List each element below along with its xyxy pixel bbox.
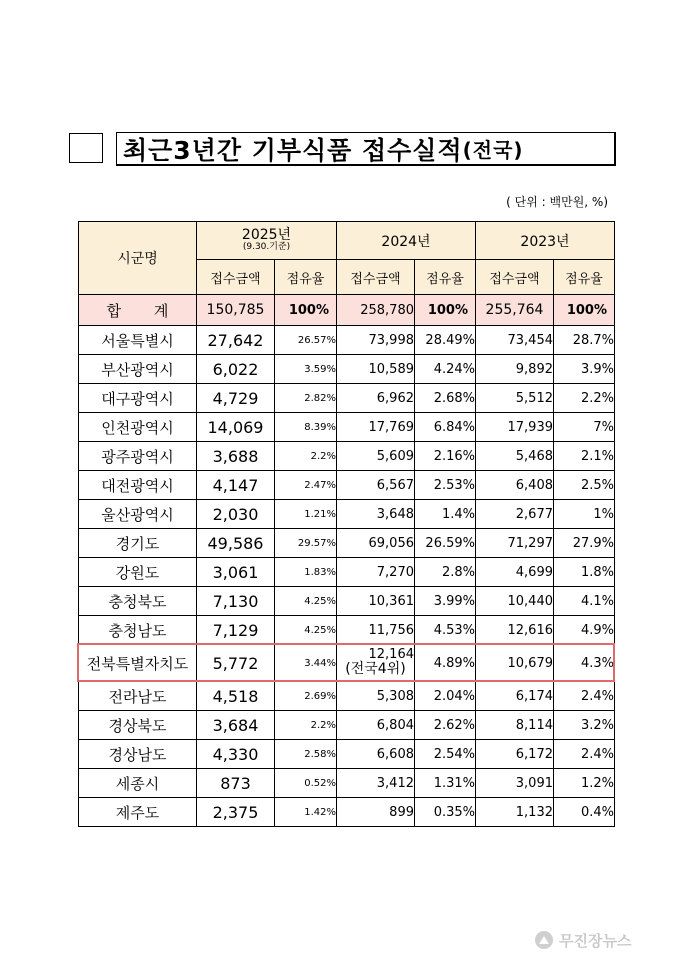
share-2025: 3.59% — [275, 355, 337, 384]
share-2024: 4.24% — [415, 355, 476, 384]
share-2023: 1.2% — [554, 769, 615, 798]
share-2024: 6.84% — [415, 413, 476, 442]
share-2023: 4.3% — [554, 645, 615, 682]
amount-2025: 6,022 — [197, 355, 275, 384]
share-2023: 1.8% — [554, 558, 615, 587]
amount-2025: 3,688 — [197, 442, 275, 471]
table-row — [79, 587, 615, 616]
region-name: 전라남도 — [79, 682, 197, 711]
share-2024: 2.04% — [415, 682, 476, 711]
total-row — [79, 295, 615, 326]
header-share-2024: 점유율 — [415, 260, 476, 295]
amount-2023: 3,091 — [476, 769, 554, 798]
table-row — [79, 529, 615, 558]
amount-2024: 6,962 — [337, 384, 415, 413]
amount-2023: 5,468 — [476, 442, 554, 471]
amount-2024: 6,804 — [337, 711, 415, 740]
rank-note: (전국4위) — [345, 661, 406, 678]
amount-2025: 4,729 — [197, 384, 275, 413]
share-2023: 2.4% — [554, 682, 615, 711]
title-checkbox — [69, 133, 103, 163]
region-name: 충청남도 — [79, 616, 197, 645]
share-2025: 2.58% — [275, 740, 337, 769]
region-name: 경상북도 — [79, 711, 197, 740]
amount-2024: 3,648 — [337, 500, 415, 529]
share-2025: 2.69% — [275, 682, 337, 711]
share-2023: 4.9% — [554, 616, 615, 645]
table-row — [79, 740, 615, 769]
share-2023: 3.2% — [554, 711, 615, 740]
amount-2025: 5,772 — [197, 645, 275, 682]
amount-2023: 9,892 — [476, 355, 554, 384]
amount-2023: 6,408 — [476, 471, 554, 500]
share-2024: 28.49% — [415, 326, 476, 355]
table-row — [79, 711, 615, 740]
share-2025: 8.39% — [275, 413, 337, 442]
amount-2025: 873 — [197, 769, 275, 798]
share-2024: 2.16% — [415, 442, 476, 471]
header-row-years — [79, 222, 615, 260]
share-2025: 4.25% — [275, 616, 337, 645]
share-2023: 4.1% — [554, 587, 615, 616]
header-year-2025-label: 2025년 — [241, 227, 292, 244]
header-amount-2023: 접수금액 — [476, 260, 554, 295]
watermark-logo-icon — [535, 931, 553, 949]
region-name: 세종시 — [79, 769, 197, 798]
header-share-2023: 점유율 — [554, 260, 615, 295]
watermark-text: 무진장뉴스 — [559, 931, 632, 950]
share-2025: 29.57% — [275, 529, 337, 558]
amount-2023: 10,679 — [476, 645, 554, 682]
amount-2024: 899 — [337, 798, 415, 827]
share-2023: 27.9% — [554, 529, 615, 558]
amount-2023: 1,132 — [476, 798, 554, 827]
total-label: 합 계 — [79, 295, 197, 326]
amount-2023: 2,677 — [476, 500, 554, 529]
amount-2023: 6,174 — [476, 682, 554, 711]
share-2025: 3.44% — [275, 645, 337, 682]
amount-2024: 10,589 — [337, 355, 415, 384]
amount-2024: 11,756 — [337, 616, 415, 645]
amount-2024: 17,769 — [337, 413, 415, 442]
share-2023: 1% — [554, 500, 615, 529]
amount-2023: 5,512 — [476, 384, 554, 413]
amount-2023: 8,114 — [476, 711, 554, 740]
total-amount-2023: 255,764 — [476, 295, 554, 326]
header-year-2023: 2023년 — [476, 222, 615, 260]
amount-2023: 71,297 — [476, 529, 554, 558]
amount-2024: 6,608 — [337, 740, 415, 769]
unit-label: ( 단위 : 백만원, %) — [506, 195, 608, 209]
share-2024: 2.68% — [415, 384, 476, 413]
share-2023: 28.7% — [554, 326, 615, 355]
share-2024: 26.59% — [415, 529, 476, 558]
amount-2024: 69,056 — [337, 529, 415, 558]
share-2024: 4.53% — [415, 616, 476, 645]
table-row — [79, 326, 615, 355]
share-2025: 1.42% — [275, 798, 337, 827]
title-suffix: (전국) — [462, 138, 524, 162]
amount-2025: 7,129 — [197, 616, 275, 645]
amount-2025: 7,130 — [197, 587, 275, 616]
share-2024: 0.35% — [415, 798, 476, 827]
total-share-2023: 100% — [554, 295, 615, 326]
amount-2024: 7,270 — [337, 558, 415, 587]
amount-2024: 3,412 — [337, 769, 415, 798]
total-amount-2025: 150,785 — [197, 295, 275, 326]
amount-2023: 73,454 — [476, 326, 554, 355]
amount-2024: 5,308 — [337, 682, 415, 711]
region-name: 울산광역시 — [79, 500, 197, 529]
region-name: 광주광역시 — [79, 442, 197, 471]
share-2025: 26.57% — [275, 326, 337, 355]
share-2025: 2.2% — [275, 442, 337, 471]
amount-2023: 4,699 — [476, 558, 554, 587]
share-2024: 2.53% — [415, 471, 476, 500]
region-name: 경상남도 — [79, 740, 197, 769]
amount-2025: 2,375 — [197, 798, 275, 827]
amount-2025: 49,586 — [197, 529, 275, 558]
amount-2025: 3,684 — [197, 711, 275, 740]
share-2025: 1.83% — [275, 558, 337, 587]
share-2025: 2.2% — [275, 711, 337, 740]
region-name: 전북특별자치도 — [79, 645, 197, 682]
region-name: 강원도 — [79, 558, 197, 587]
share-2025: 2.82% — [275, 384, 337, 413]
share-2024: 3.99% — [415, 587, 476, 616]
amount-2023: 10,440 — [476, 587, 554, 616]
amount-2024-value: 12,164 — [368, 647, 414, 663]
region-name: 대구광역시 — [79, 384, 197, 413]
table-row — [79, 355, 615, 384]
donation-table — [78, 221, 615, 827]
watermark — [535, 928, 675, 952]
table-row — [79, 384, 615, 413]
header-region: 시군명 — [79, 222, 197, 295]
total-share-2025: 100% — [275, 295, 337, 326]
header-year-2025 — [197, 222, 337, 260]
header-year-2024: 2024년 — [337, 222, 476, 260]
amount-2025: 3,061 — [197, 558, 275, 587]
amount-2025: 4,147 — [197, 471, 275, 500]
share-2025: 2.47% — [275, 471, 337, 500]
share-2025: 1.21% — [275, 500, 337, 529]
amount-2023: 17,939 — [476, 413, 554, 442]
amount-2023: 6,172 — [476, 740, 554, 769]
table-row-highlight — [79, 645, 615, 682]
share-2024: 1.4% — [415, 500, 476, 529]
table-row — [79, 682, 615, 711]
table-row — [79, 500, 615, 529]
header-amount-2025: 접수금액 — [197, 260, 275, 295]
amount-2023: 12,616 — [476, 616, 554, 645]
amount-2025: 27,642 — [197, 326, 275, 355]
table-row — [79, 616, 615, 645]
table-row — [79, 798, 615, 827]
region-name: 인천광역시 — [79, 413, 197, 442]
amount-2024 — [337, 645, 415, 682]
region-name: 경기도 — [79, 529, 197, 558]
page-title — [116, 132, 616, 166]
share-2023: 7% — [554, 413, 615, 442]
share-2024: 4.89% — [415, 645, 476, 682]
share-2025: 0.52% — [275, 769, 337, 798]
table-row — [79, 413, 615, 442]
header-amount-2024: 접수금액 — [337, 260, 415, 295]
region-name: 충청북도 — [79, 587, 197, 616]
title-main: 최근3년간 기부식품 접수실적 — [123, 135, 463, 165]
region-name: 부산광역시 — [79, 355, 197, 384]
amount-2024: 10,361 — [337, 587, 415, 616]
region-name: 대전광역시 — [79, 471, 197, 500]
header-share-2025: 점유율 — [275, 260, 337, 295]
total-share-2024: 100% — [415, 295, 476, 326]
amount-2024: 73,998 — [337, 326, 415, 355]
total-amount-2024: 258,780 — [337, 295, 415, 326]
share-2023: 3.9% — [554, 355, 615, 384]
amount-2025: 4,330 — [197, 740, 275, 769]
share-2023: 2.2% — [554, 384, 615, 413]
amount-2025: 2,030 — [197, 500, 275, 529]
table-row — [79, 558, 615, 587]
table-row — [79, 471, 615, 500]
header-year-2025-note: (9.30.기준) — [242, 242, 291, 253]
share-2023: 0.4% — [554, 798, 615, 827]
share-2025: 4.25% — [275, 587, 337, 616]
share-2023: 2.1% — [554, 442, 615, 471]
amount-2024: 5,609 — [337, 442, 415, 471]
share-2024: 2.54% — [415, 740, 476, 769]
region-name: 제주도 — [79, 798, 197, 827]
share-2024: 2.8% — [415, 558, 476, 587]
amount-2025: 4,518 — [197, 682, 275, 711]
share-2023: 2.4% — [554, 740, 615, 769]
amount-2025: 14,069 — [197, 413, 275, 442]
share-2024: 2.62% — [415, 711, 476, 740]
share-2024: 1.31% — [415, 769, 476, 798]
table-row — [79, 442, 615, 471]
amount-2024: 6,567 — [337, 471, 415, 500]
share-2023: 2.5% — [554, 471, 615, 500]
table-row — [79, 769, 615, 798]
region-name: 서울특별시 — [79, 326, 197, 355]
